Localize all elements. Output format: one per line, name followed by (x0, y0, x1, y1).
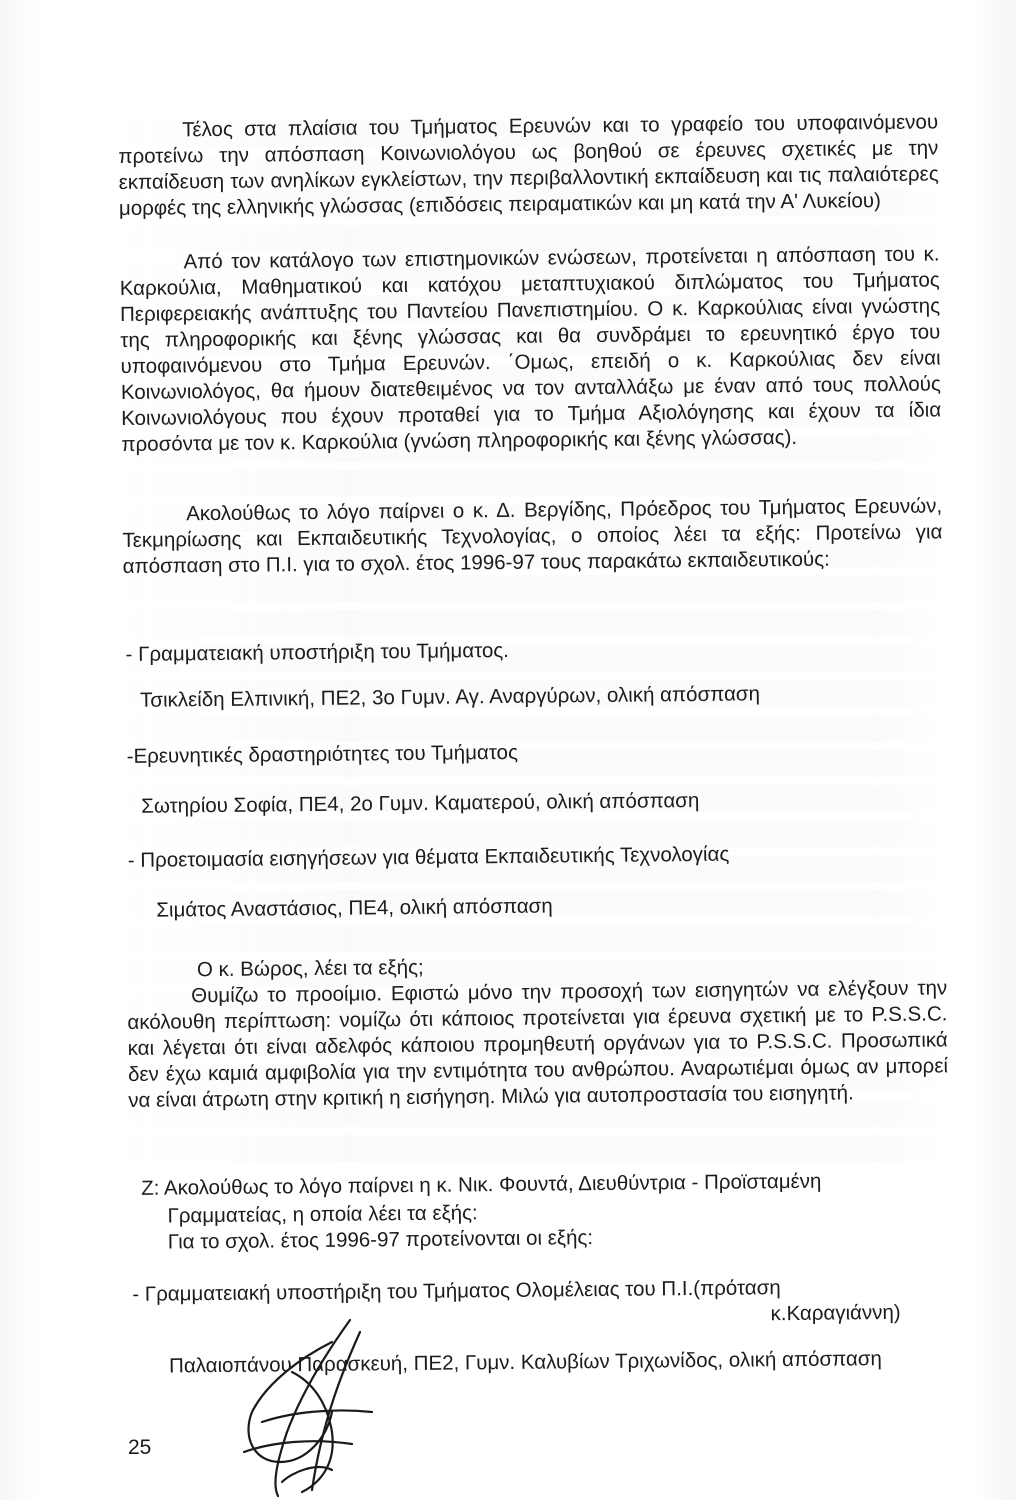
paragraph-vorus: Θυμίζω το προοίμιο. Εφιστώ μόνο την προσοχή των εισηγητών να ελέγξουν την ακόλουθη περίπτωση: νομίζω ότι κάποιος προτείνεται για έρευνα σχετική με το P.S.S.C. και λέγεται ότι είναι αδελφός κάποιου προμηθευτή οργάνων για το P.S.S.C. Προσωπικά δεν έχω καμιά αμφιβολία για την εντιμότητα του ανθρώπου. Αναρωτιέμαι όμως αν μπορεί να είναι άτρωτη στην κριτική η εισήγηση. Μιλώ για αυτοπροστασία του εισηγητή. (127, 976, 949, 1112)
paragraph-research-dept: Τέλος στα πλαίσια του Τμήματος Ερευνών και το γραφείο του υποφαινόμενου προτείνω την απόσπαση Κοινωνιολόγου ως βοηθού σε έρευνες σχετικές με την εκπαίδευση των ανηλίκων εγκλείστων, την περιβαλλοντική εκπαίδευση και τις παλαιότερες μορφές της ελληνικής γλώσσας (επιδόσεις πειραματικών και μη κατά την Α' Λυκείου) (118, 110, 939, 220)
founta-secretariat-line: Γραμματείας, η οποία λέει τα εξής: (167, 1201, 478, 1228)
item-palaiopanou-name: Παλαιοπάνου Παρασκευή, ΠΕ2, Γυμν. Καλυβίων Τριχωνίδος, ολική απόσπαση (168, 1347, 882, 1378)
item-sotiriou-name: Σωτηρίου Σοφία, ΠΕ4, 2ο Γυμν. Καματερού, ολική απόσπαση (141, 788, 700, 818)
vorus-intro: Ο κ. Βώρος, λέει τα εξής; (196, 955, 424, 982)
founta-proposals-line: Για το σχολ. έτος 1996-97 προτείνονται οι εξής: (167, 1226, 594, 1254)
paragraph-karkoulias: Από τον κατάλογο των επιστημονικών ενώσεων, προτείνεται η απόσπαση του κ. Καρκούλια, Μαθηματικού και κατόχου μεταπτυχιακού διπλώματος του Τμήματος Περιφερειακής ανάπτυξης του Παντείου Πανεπιστημίου. Ο κ. Καρκούλιας είναι γνώστης της πληροφορικής και ξένης γλώσσας και θα συνδράμει το ερευνητικό έργο του υποφαινόμενου στο Τμήμα Ερευνών. ΄Ομως, επειδή ο κ. Καρκούλιας δεν είναι Κοινωνιολόγος, θα ήμουν διατεθειμένος να τον ανταλλάξω με έναν από τους πολλούς Κοινωνιολόγους που έχουν προταθεί για το Τμήμα Αξιολόγησης και έχουν τα ίδια προσόντα με τον κ. Καρκούλια (γνώση πληροφορικής και ξένης γλώσσας). (119, 242, 942, 456)
item-simatos-name: Σιμάτος Αναστάσιος, ΠΕ4, ολική απόσπαση (156, 894, 553, 922)
founta-intro-line: Ζ: Ακολούθως το λόγο παίρνει η κ. Νικ. Φουντά, Διευθύντρια - Προϊσταμένη (141, 1169, 822, 1200)
item-plenary-support-heading: - Γραμματειακή υποστήριξη του Τμήματος Ολομέλειας του Π.Ι.(πρόταση (132, 1276, 781, 1306)
item-secretarial-support-heading: - Γραμματειακή υποστήριξη του Τμήματος. (125, 638, 510, 666)
handwritten-signature (232, 1312, 382, 1502)
item-educational-technology-heading: - Προετοιμασία εισηγήσεων για θέματα Εκπαιδευτικής Τεχνολογίας (127, 842, 730, 872)
item-research-activities-heading: -Ερευνητικές δραστηριότητες του Τμήματος (126, 740, 519, 768)
item-tsikleidi-name: Τσικλείδη Ελπινική, ΠΕ2, 3ο Γυμν. Αγ. Αναργύρων, ολική απόσπαση (139, 682, 761, 712)
item-plenary-proposer: κ.Καραγιάννη) (770, 1300, 901, 1326)
paragraph-vergidis: Ακολούθως το λόγο παίρνει ο κ. Δ. Βεργίδης, Πρόεδρος του Τμήματος Ερευνών, Τεκμηρίωσης και Εκπαιδευτικής Τεχνολογίας, ο οποίος λέει τα εξής: Προτείνω για απόσπαση στο Π.Ι. για το σχολ. έτος 1996-97 τους παρακάτω εκπαιδευτικούς: (122, 494, 943, 578)
page-number: 25 (128, 1436, 152, 1459)
